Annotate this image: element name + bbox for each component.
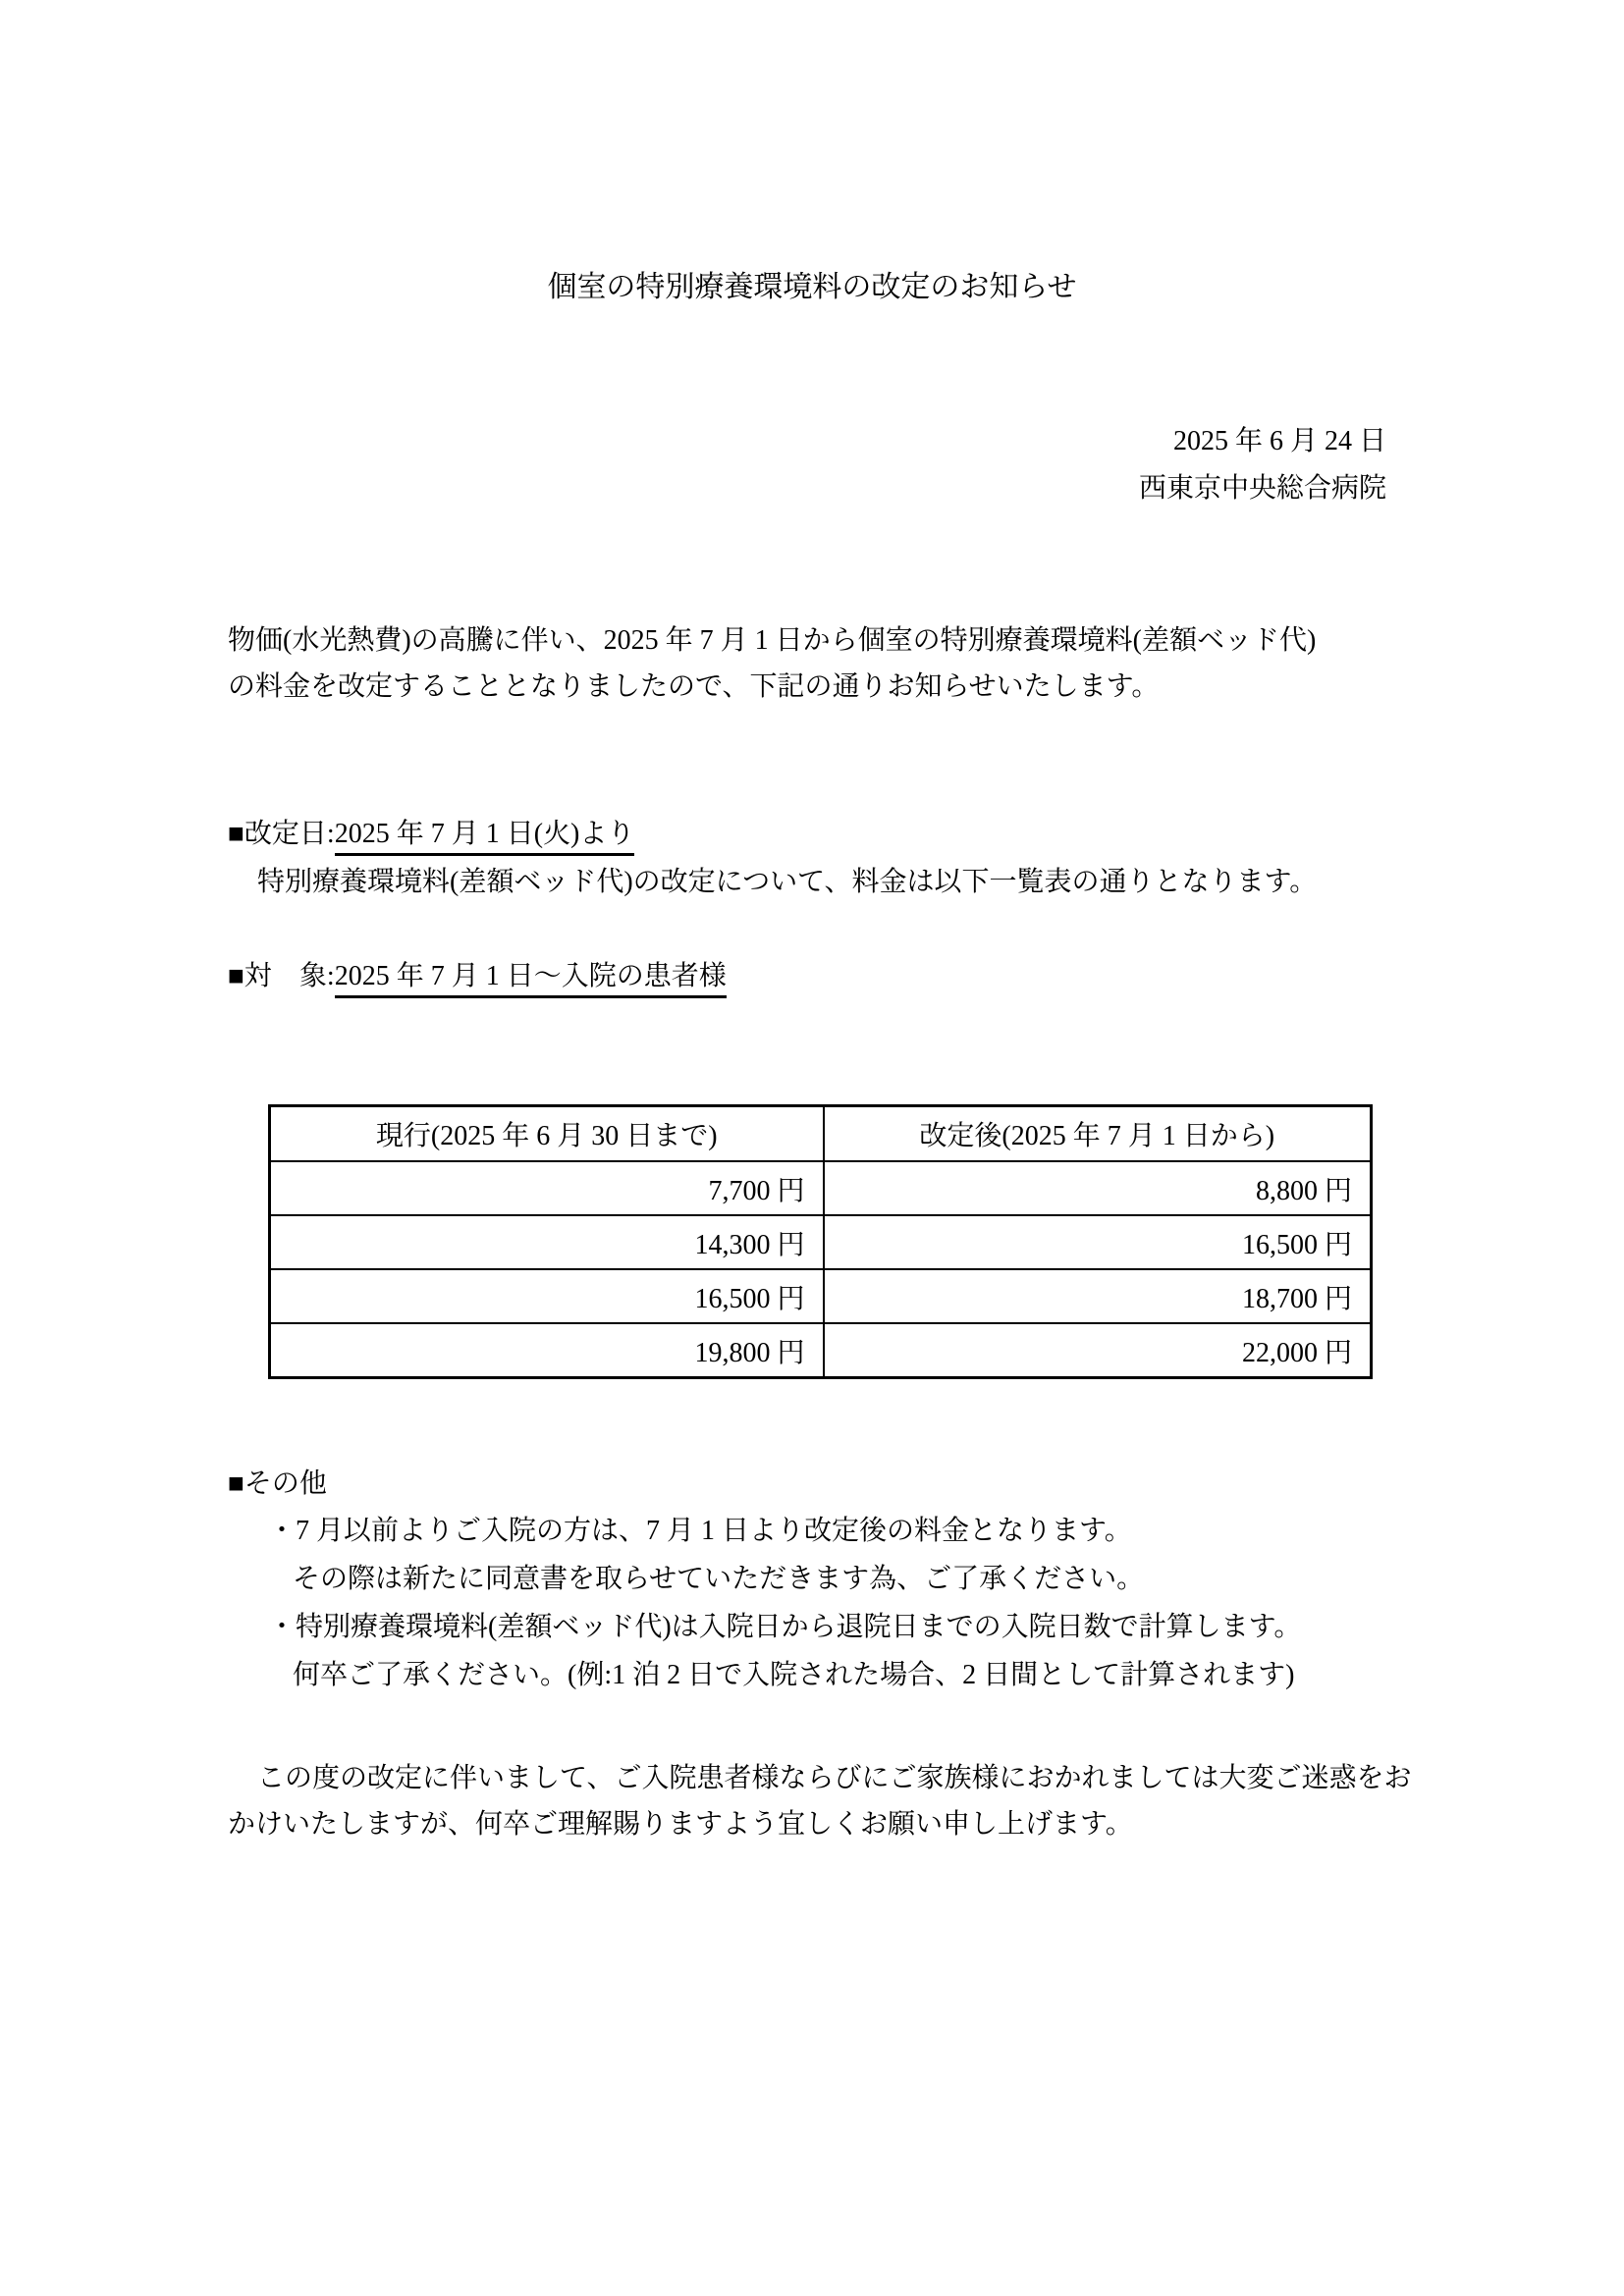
other-item-2: ・特別療養環境料(差額ベッド代)は入院日から退院日までの入院日数で計算します。	[268, 1612, 1302, 1642]
target-heading-prefix: ■対 象:	[228, 961, 335, 991]
document-title: 個室の特別療養環境料の改定のお知らせ	[547, 271, 1077, 303]
revision-date-heading-prefix: ■改定日:	[228, 819, 335, 849]
revision-date-description: 特別療養環境料(差額ベッド代)の改定について、料金は以下一覧表の通りとなります。	[257, 867, 1318, 897]
column-header-current: 現行(2025 年 6 月 30 日まで)	[270, 1106, 824, 1162]
price-cell: 22,000 円	[824, 1323, 1372, 1378]
table-row	[270, 1161, 1372, 1215]
price-cell: 18,700 円	[824, 1269, 1372, 1323]
price-cell: 14,300 円	[270, 1215, 824, 1269]
target-heading	[228, 960, 727, 993]
table-header-row	[270, 1106, 1372, 1162]
closing-line-2: かけいたしますが、何卒ご理解賜りますよう宜しくお願い申し上げます。	[228, 1809, 1133, 1840]
target-underlined: 2025 年 7 月 1 日～入院の患者様	[335, 961, 727, 998]
closing-line-1: この度の改定に伴いまして、ご入院患者様ならびにご家族様におかれましては大変ご迷惑をお	[257, 1763, 1412, 1793]
other-item-2-continued: 何卒ご了承ください。(例:1 泊 2 日で入院された場合、2 日間として計算されます)	[293, 1660, 1295, 1690]
issue-date: 2025 年 6 月 24 日	[1172, 426, 1386, 456]
intro-paragraph	[228, 617, 1465, 710]
date-block	[1139, 418, 1386, 512]
table-row	[270, 1269, 1372, 1323]
other-item-1-continued: その際は新たに同意書を取らせていただきます為、ご了承ください。	[293, 1564, 1145, 1594]
intro-line-2: の料金を改定することとなりましたので、下記の通りお知らせいたします。	[228, 671, 1160, 702]
table-row	[270, 1215, 1372, 1269]
price-cell: 19,800 円	[270, 1323, 824, 1378]
price-cell: 7,700 円	[270, 1161, 824, 1215]
closing-paragraph	[228, 1755, 1467, 1847]
intro-line-1: 物価(水光熱費)の高騰に伴い、2025 年 7 月 1 日から個室の特別療養環境料(差額ベッド代)	[228, 625, 1317, 656]
other-section-heading: ■その他	[228, 1468, 327, 1499]
table-row	[270, 1323, 1372, 1378]
price-cell: 16,500 円	[270, 1269, 824, 1323]
revision-date-heading	[228, 818, 634, 851]
price-table	[268, 1104, 1373, 1379]
hospital-name: 西東京中央総合病院	[1138, 473, 1386, 504]
price-cell: 16,500 円	[824, 1215, 1372, 1269]
other-section-items	[268, 1507, 1301, 1699]
column-header-revised: 改定後(2025 年 7 月 1 日から)	[824, 1106, 1372, 1162]
price-cell: 8,800 円	[824, 1161, 1372, 1215]
other-item-1: ・7 月以前よりご入院の方は、7 月 1 日より改定後の料金となります。	[268, 1516, 1132, 1546]
revision-date-underlined: 2025 年 7 月 1 日(火)より	[335, 819, 635, 856]
